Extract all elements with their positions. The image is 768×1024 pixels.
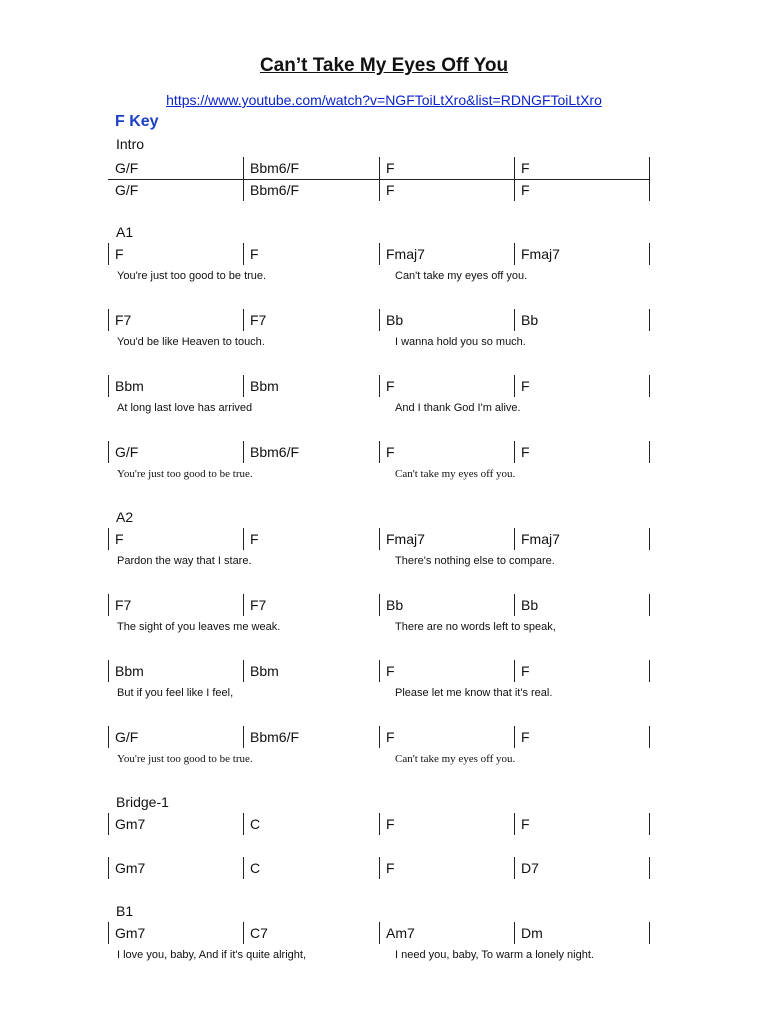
chord: Bbm6/F [250, 729, 300, 745]
chord: F [115, 246, 124, 262]
bar-line [649, 922, 650, 944]
section-label: Intro [116, 136, 145, 152]
chord-bar-row [108, 528, 649, 550]
chord-bar-row [108, 594, 649, 616]
chord: Bbm [115, 378, 144, 394]
chord: Bb [521, 597, 539, 613]
chord: Fmaj7 [386, 531, 425, 547]
chord: Dm [521, 925, 543, 941]
chord: Fmaj7 [386, 246, 425, 262]
key-label: F Key [115, 113, 159, 130]
section-label: B1 [116, 903, 134, 919]
chord: C [250, 860, 261, 876]
chord: F [250, 531, 259, 547]
lyric-line: Can't take my eyes off you. [395, 270, 528, 282]
chord: F [386, 160, 395, 176]
chord: Gm7 [115, 816, 146, 832]
chord-bar-row [108, 857, 649, 879]
lyric-line: Can't take my eyes off you. [395, 468, 516, 480]
lyric-line: And I thank God I'm alive. [395, 402, 521, 414]
chord: F [115, 531, 124, 547]
chord: F [521, 444, 530, 460]
lyric-line: Can't take my eyes off you. [395, 753, 516, 765]
section-label: Bridge-1 [116, 794, 169, 810]
chord: Bb [386, 312, 404, 328]
chord-bar-row [108, 441, 649, 463]
youtube-link[interactable]: https://www.youtube.com/watch?v=NGFToiLtXro&list=RDNGFToiLtXro [166, 92, 602, 108]
bar-line [649, 813, 650, 835]
bar-line [649, 243, 650, 265]
chord: F [521, 729, 530, 745]
chord-bar-row [108, 309, 649, 331]
chord: Bb [386, 597, 404, 613]
chord-bar-row [108, 813, 649, 835]
chord: F7 [250, 312, 267, 328]
chord-bar-row [108, 375, 649, 397]
chord: Bb [521, 312, 539, 328]
chord: C [250, 816, 261, 832]
chord: F [386, 663, 395, 679]
lyric-line: You're just too good to be true. [117, 753, 253, 765]
section-label: A2 [116, 509, 134, 525]
lyric-line: You're just too good to be true. [117, 468, 253, 480]
bar-line [649, 660, 650, 682]
chord: F [521, 182, 530, 198]
chord: G/F [115, 729, 139, 745]
chord: F [521, 816, 530, 832]
chord: F [250, 246, 259, 262]
lyric-line: But if you feel like I feel, [117, 687, 234, 699]
chord-bar-row [108, 157, 649, 179]
chord: Fmaj7 [521, 246, 560, 262]
chord-bar-row [108, 243, 649, 265]
chord: Bbm6/F [250, 444, 300, 460]
bar-line [649, 726, 650, 748]
bar-line [649, 157, 650, 179]
chord: F [386, 378, 395, 394]
chord: Bbm [115, 663, 144, 679]
section-label: A1 [116, 224, 134, 240]
chord: Bbm [250, 378, 279, 394]
chord: Am7 [386, 925, 415, 941]
bar-line [649, 594, 650, 616]
chord: F [386, 860, 395, 876]
chord: F7 [115, 597, 132, 613]
lyric-line: There's nothing else to compare. [395, 555, 555, 567]
chord-bar-row [108, 922, 649, 944]
chord: F [386, 444, 395, 460]
lyric-line: The sight of you leaves me weak. [117, 621, 281, 633]
chord: Gm7 [115, 925, 146, 941]
chord-bar-row [108, 179, 649, 201]
lyric-line: You're just too good to be true. [117, 270, 267, 282]
chord: G/F [115, 160, 139, 176]
chord: F [386, 729, 395, 745]
bar-line [649, 375, 650, 397]
song-title: Can’t Take My Eyes Off You [259, 55, 509, 76]
bar-line [649, 441, 650, 463]
lyric-line: At long last love has arrived [117, 402, 253, 414]
chord: Bbm [250, 663, 279, 679]
bar-line [649, 528, 650, 550]
chord: C7 [250, 925, 268, 941]
lyric-line: You'd be like Heaven to touch. [117, 336, 265, 348]
lyric-line: I love you, baby, And if it's quite alright, [117, 949, 307, 961]
bar-line [649, 179, 650, 201]
chord: G/F [115, 182, 139, 198]
lyric-line: Pardon the way that I stare. [117, 555, 252, 567]
chord-bar-row [108, 660, 649, 682]
lyric-line: I need you, baby, To warm a lonely night. [395, 949, 594, 961]
chord: Gm7 [115, 860, 146, 876]
chord: Fmaj7 [521, 531, 560, 547]
chord: F [386, 816, 395, 832]
bar-line [649, 857, 650, 879]
chord: F [521, 160, 530, 176]
chord-bar-row [108, 726, 649, 748]
chord: F7 [115, 312, 132, 328]
chord: G/F [115, 444, 139, 460]
chord: F7 [250, 597, 267, 613]
chord: F [521, 663, 530, 679]
chord: Bbm6/F [250, 182, 300, 198]
lyric-line: Please let me know that it's real. [395, 687, 553, 699]
chord: Bbm6/F [250, 160, 300, 176]
lyric-line: I wanna hold you so much. [395, 336, 526, 348]
chord: F [521, 378, 530, 394]
bar-line [649, 309, 650, 331]
lyric-line: There are no words left to speak, [395, 621, 556, 633]
chord: F [386, 182, 395, 198]
chord: D7 [521, 860, 539, 876]
